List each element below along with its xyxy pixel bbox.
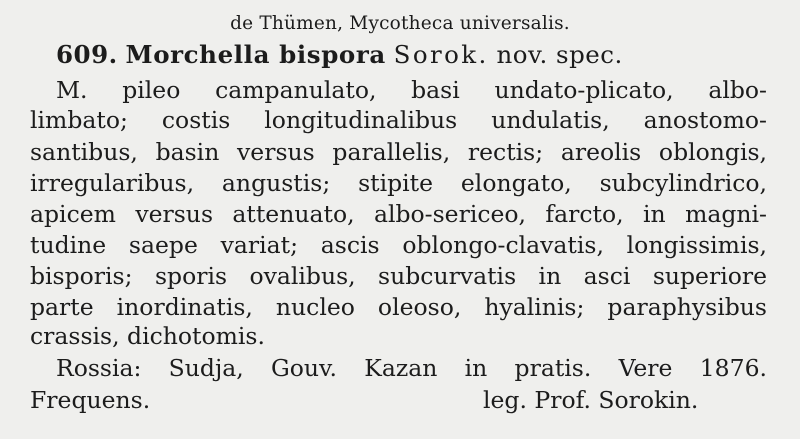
description-line: santibus, basin versus parallelis, rectis; areolis oblongis, bbox=[30, 138, 767, 166]
locality-line: Rossia: Sudja, Gouv. Kazan in pratis. Vere 1876. bbox=[56, 354, 767, 382]
species-author: Sorok. bbox=[393, 40, 489, 69]
species-note: nov. spec. bbox=[496, 40, 623, 69]
description-line: limbato; costis longitudinalibus undulatis, anostomo- bbox=[30, 106, 767, 134]
description-line: irregularibus, angustis; stipite elongato, subcylindrico, bbox=[30, 169, 767, 197]
description-line: apicem versus attenuato, albo-sericeo, farcto, in magni- bbox=[30, 200, 767, 228]
frequency-text: Frequens. bbox=[30, 386, 151, 414]
entry-title bbox=[56, 40, 623, 69]
description-line: parte inordinatis, nucleo oleoso, hyalinis; paraphysibus bbox=[30, 293, 767, 321]
description-line: tudine saepe variat; ascis oblongo-clavatis, longissimis, bbox=[30, 231, 767, 259]
description-line: bisporis; sporis ovalibus, subcurvatis in asci superiore bbox=[30, 262, 767, 290]
description-line: M. pileo campanulato, basi undato-plicato, albo- bbox=[56, 76, 767, 104]
description-line: crassis, dichotomis. bbox=[30, 322, 265, 350]
header-line: de Thümen, Mycotheca universalis. bbox=[230, 13, 570, 34]
species-name: Morchella bispora bbox=[125, 40, 386, 69]
collector-text: leg. Prof. Sorokin. bbox=[483, 386, 699, 414]
entry-number: 609. bbox=[56, 40, 118, 69]
